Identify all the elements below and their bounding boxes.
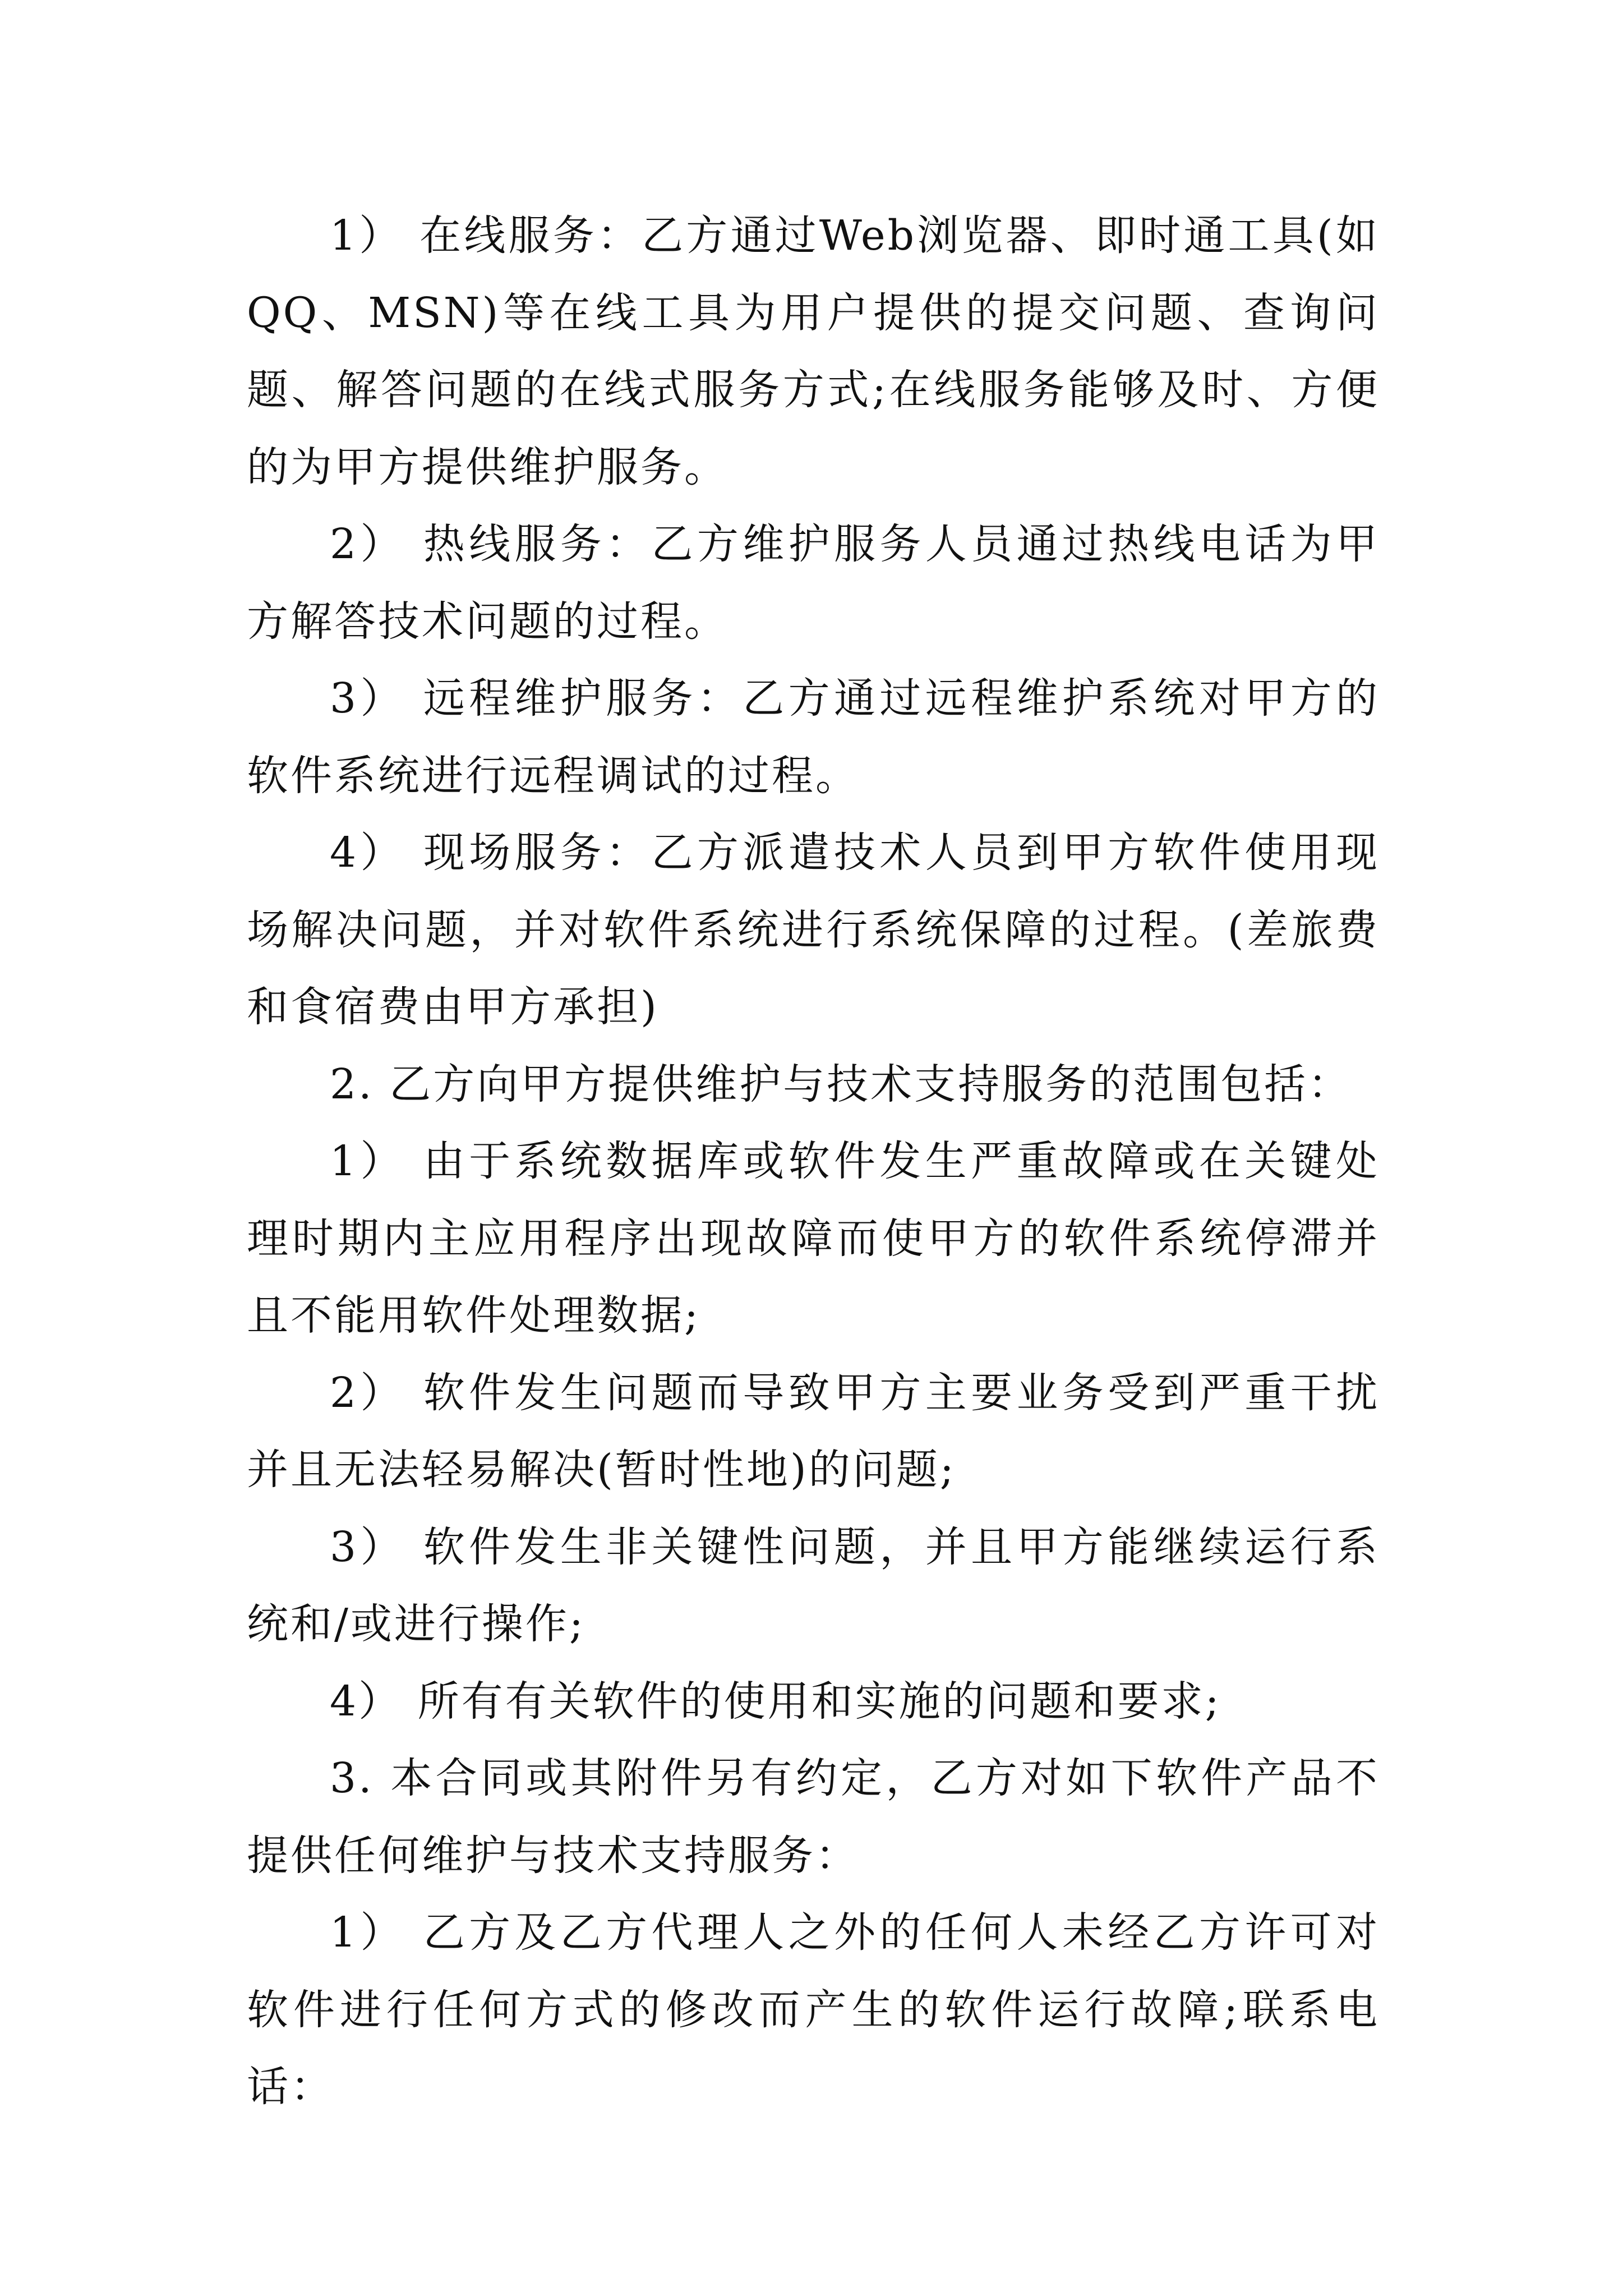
document-body: [247, 197, 1380, 2126]
paragraph-section-2-heading: 2. 乙方向甲方提供维护与技术支持服务的范围包括：: [330, 1060, 1352, 1108]
paragraph-scope-item-4: 4） 所有有关软件的使用和实施的问题和要求;: [330, 1677, 1221, 1726]
paragraph-hotline-service: 2） 热线服务：乙方维护服务人员通过热线电话为甲方解答技术问题的过程。: [247, 520, 1380, 646]
paragraph-section-3-heading: 3. 本合同或其附件另有约定，乙方对如下软件产品不提供任何维护与技术支持服务：: [247, 1754, 1380, 1880]
paragraph-scope-item-1: 1） 由于系统数据库或软件发生严重故障或在关键处理时期内主应用程序出现故障而使甲方的软件系统停滞并且不能用软件处理数据;: [247, 1137, 1380, 1340]
paragraph-scope-item-2: 2） 软件发生问题而导致甲方主要业务受到严重干扰并且无法轻易解决(暂时性地)的问题;: [247, 1368, 1380, 1494]
paragraph-online-service: 1） 在线服务：乙方通过Web浏览器、即时通工具(如QQ、MSN)等在线工具为用户提供的提交问题、查询问题、解答问题的在线式服务方式;在线服务能够及时、方便的为甲方提供维护服务。: [247, 211, 1380, 491]
paragraph-scope-item-3: 3） 软件发生非关键性问题，并且甲方能继续运行系统和/或进行操作;: [247, 1522, 1380, 1648]
paragraph-remote-service: 3） 远程维护服务：乙方通过远程维护系统对甲方的软件系统进行远程调试的过程。: [247, 674, 1380, 800]
paragraph-onsite-service: 4） 现场服务：乙方派遣技术人员到甲方软件使用现场解决问题，并对软件系统进行系统保障的过程。(差旅费和食宿费由甲方承担): [247, 829, 1380, 1031]
paragraph-exclusion-item-1: 1） 乙方及乙方代理人之外的任何人未经乙方许可对软件进行任何方式的修改而产生的软件运行故障;联系电话：: [247, 1908, 1380, 2111]
